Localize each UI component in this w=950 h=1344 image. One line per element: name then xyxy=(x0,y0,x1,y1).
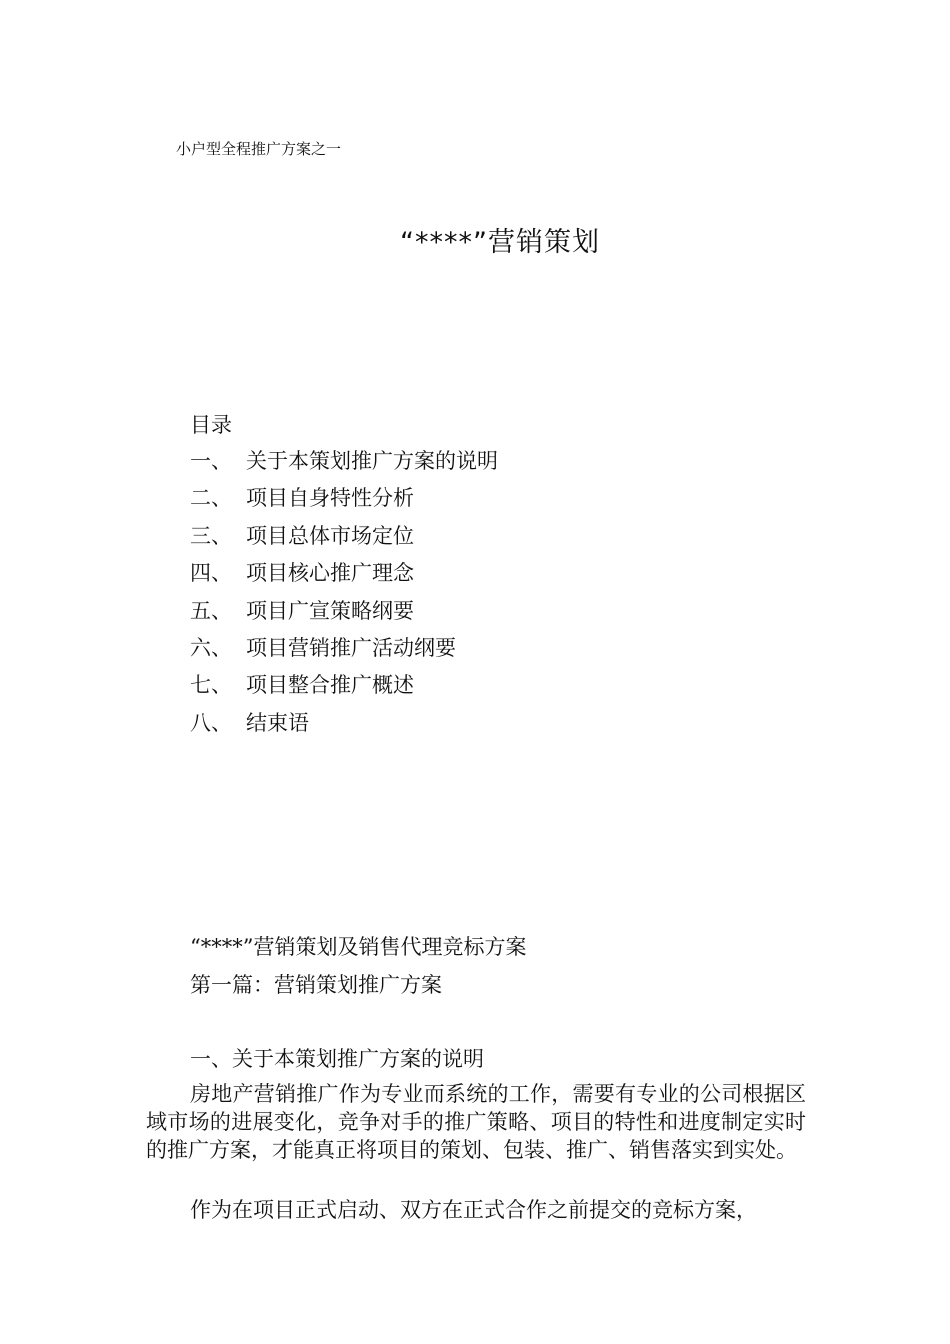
toc-item-label: 项目自身特性分析 xyxy=(246,486,414,511)
toc-item-label: 结束语 xyxy=(246,710,309,735)
toc-item-number: 七、 xyxy=(190,673,232,698)
part-title: 第一篇：营销策划推广方案 xyxy=(190,973,442,997)
main-title: “****”营销策划 xyxy=(400,227,600,258)
toc-item xyxy=(190,558,498,595)
toc-item-number: 一、 xyxy=(190,449,232,473)
toc-item-number: 五、 xyxy=(190,598,232,623)
toc-heading: 目录 xyxy=(190,413,232,437)
toc-item-label: 项目核心推广理念 xyxy=(246,561,414,586)
toc-item-number: 二、 xyxy=(190,486,232,511)
toc-item-number: 三、 xyxy=(190,523,232,548)
toc-item-number: 四、 xyxy=(190,561,232,586)
body-paragraph: 房地产营销推广作为专业而系统的工作，需要有专业的公司根据区域市场的进展变化，竞争对手的推广策略、项目的特性和进度制定实时的推广方案，才能真正将项目的策划、包装、推广、销售落实到实处。 xyxy=(146,1082,806,1162)
toc-item-label: 项目总体市场定位 xyxy=(246,523,414,548)
toc-item xyxy=(190,446,498,483)
body-paragraph: 作为在项目正式启动、双方在正式合作之前提交的竞标方案， xyxy=(190,1198,757,1222)
toc-item xyxy=(190,708,498,745)
toc-item-label: 项目整合推广概述 xyxy=(246,673,414,698)
series-label: 小户型全程推广方案之一 xyxy=(176,140,342,158)
toc-item-number: 六、 xyxy=(190,635,232,660)
toc-item-label: 项目广宣策略纲要 xyxy=(246,598,414,623)
toc-item-label: 项目营销推广活动纲要 xyxy=(246,635,456,660)
toc-item xyxy=(190,633,498,670)
section-heading: 一、关于本策划推广方案的说明 xyxy=(190,1047,484,1071)
toc-item xyxy=(190,670,498,707)
toc-item-label: 关于本策划推广方案的说明 xyxy=(246,449,498,473)
toc-item xyxy=(190,596,498,633)
table-of-contents xyxy=(190,446,498,745)
toc-item xyxy=(190,521,498,558)
document-title: “****”营销策划及销售代理竞标方案 xyxy=(190,935,527,959)
toc-item xyxy=(190,483,498,520)
toc-item-number: 八、 xyxy=(190,710,232,735)
